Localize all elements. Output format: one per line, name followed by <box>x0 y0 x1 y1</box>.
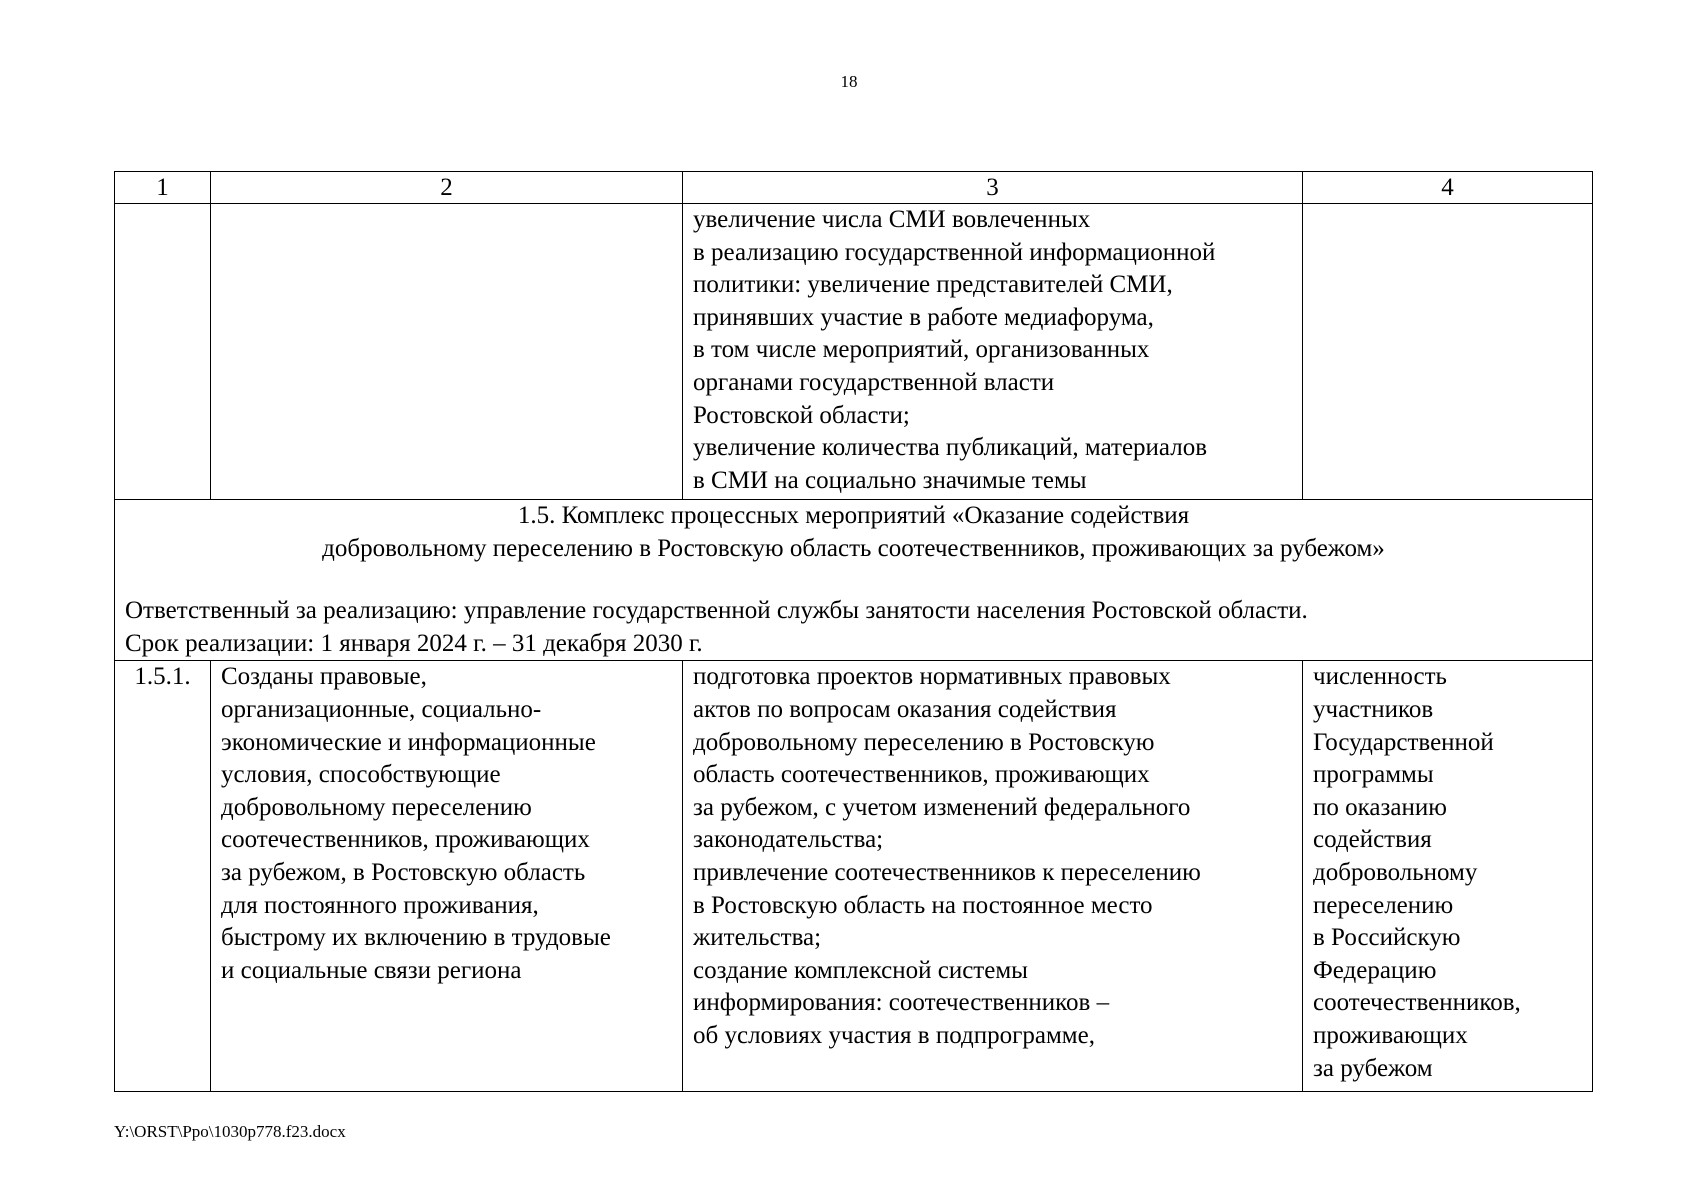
cell-line: политики: увеличение представителей СМИ, <box>693 271 1173 299</box>
section-row <box>115 500 1593 661</box>
continuation-col1 <box>115 204 211 500</box>
continuation-col3 <box>683 204 1303 500</box>
cell-line: привлечение соотечественников к переселению <box>693 858 1201 886</box>
cell-line: Ростовской области; <box>693 401 910 429</box>
cell-line: Созданы правовые, <box>221 663 427 691</box>
column-number-4: 4 <box>1303 172 1593 204</box>
cell-line: жительства; <box>693 924 822 952</box>
cell-line: принявших участие в работе медиафорума, <box>693 303 1154 331</box>
cell-line: содействия <box>1313 826 1432 854</box>
section-title-line-1: 1.5. Комплекс процессных мероприятий «Оказание содействия <box>517 502 1190 529</box>
cell-line: Государственной <box>1313 728 1494 756</box>
cell-line: численность <box>1313 663 1447 691</box>
cell-line: добровольному <box>1313 858 1478 886</box>
cell-line: проживающих <box>1313 1021 1468 1049</box>
cell-line: информирования: соотечественников – <box>693 989 1110 1017</box>
section-spacer <box>125 565 1582 595</box>
cell-line: об условиях участия в подпрограмме, <box>693 1021 1095 1049</box>
cell-line: соотечественников, <box>1313 989 1521 1017</box>
continuation-col2 <box>211 204 683 500</box>
cell-line: органами государственной власти <box>693 368 1055 396</box>
cell-line: и социальные связи региона <box>221 956 522 984</box>
cell-line: быстрому их включению в трудовые <box>221 924 611 952</box>
continuation-row <box>115 204 1593 500</box>
item-row-1-5-1 <box>115 661 1593 1092</box>
page-number: 18 <box>840 72 858 91</box>
cell-line: соотечественников, проживающих <box>221 826 590 854</box>
cell-line: за рубежом <box>1313 1054 1433 1082</box>
section-term: Срок реализации: 1 января 2024 г. – 31 декабря 2030 г. <box>125 629 703 657</box>
cell-line: увеличение числа СМИ вовлеченных <box>693 206 1091 233</box>
column-number-1: 1 <box>115 172 211 204</box>
document-table <box>114 171 1593 1092</box>
cell-line: актов по вопросам оказания содействия <box>693 695 1117 723</box>
cell-line: в Российскую <box>1313 924 1461 952</box>
cell-line: за рубежом, с учетом изменений федерального <box>693 793 1191 821</box>
section-cell <box>115 500 1593 661</box>
cell-line: создание комплексной системы <box>693 956 1028 984</box>
cell-line: за рубежом, в Ростовскую область <box>221 858 586 886</box>
cell-line: законодательства; <box>693 826 884 854</box>
file-path-footer: Y:\ORST\Ppo\1030p778.f23.docx <box>114 1122 346 1141</box>
cell-line: в реализацию государственной информационной <box>693 238 1216 266</box>
item-indicator-cell <box>1303 661 1593 1092</box>
item-result-cell <box>211 661 683 1092</box>
cell-line: по оказанию <box>1313 793 1447 821</box>
cell-line: участников <box>1313 695 1434 723</box>
cell-line: переселению <box>1313 891 1454 919</box>
cell-line: в том числе мероприятий, организованных <box>693 336 1150 364</box>
cell-line: организационные, социально- <box>221 695 542 723</box>
cell-line: в Ростовскую область на постоянное место <box>693 891 1153 919</box>
cell-line: Федерацию <box>1313 956 1437 984</box>
column-number-2: 2 <box>211 172 683 204</box>
cell-line: программы <box>1313 761 1434 789</box>
column-number-3: 3 <box>683 172 1303 204</box>
cell-line: в СМИ на социально значимые темы <box>693 466 1087 494</box>
item-description-cell <box>683 661 1303 1092</box>
cell-line: увеличение количества публикаций, материалов <box>693 434 1208 462</box>
cell-line: для постоянного проживания, <box>221 891 539 919</box>
cell-line: экономические и информационные <box>221 728 596 756</box>
cell-line: подготовка проектов нормативных правовых <box>693 663 1171 691</box>
cell-line: добровольному переселению в Ростовскую <box>693 728 1155 756</box>
item-number: 1.5.1. <box>115 661 211 1092</box>
cell-line: добровольному переселению <box>221 793 532 821</box>
section-responsible: Ответственный за реализацию: управление государственной службы занятости населения Ростовской области. <box>125 597 1308 625</box>
cell-line: условия, способствующие <box>221 761 501 789</box>
continuation-col4 <box>1303 204 1593 500</box>
column-number-row <box>115 172 1593 204</box>
cell-line: область соотечественников, проживающих <box>693 761 1150 789</box>
section-title-line-2: добровольному переселению в Ростовскую область соотечественников, проживающих за рубежом» <box>322 534 1385 562</box>
